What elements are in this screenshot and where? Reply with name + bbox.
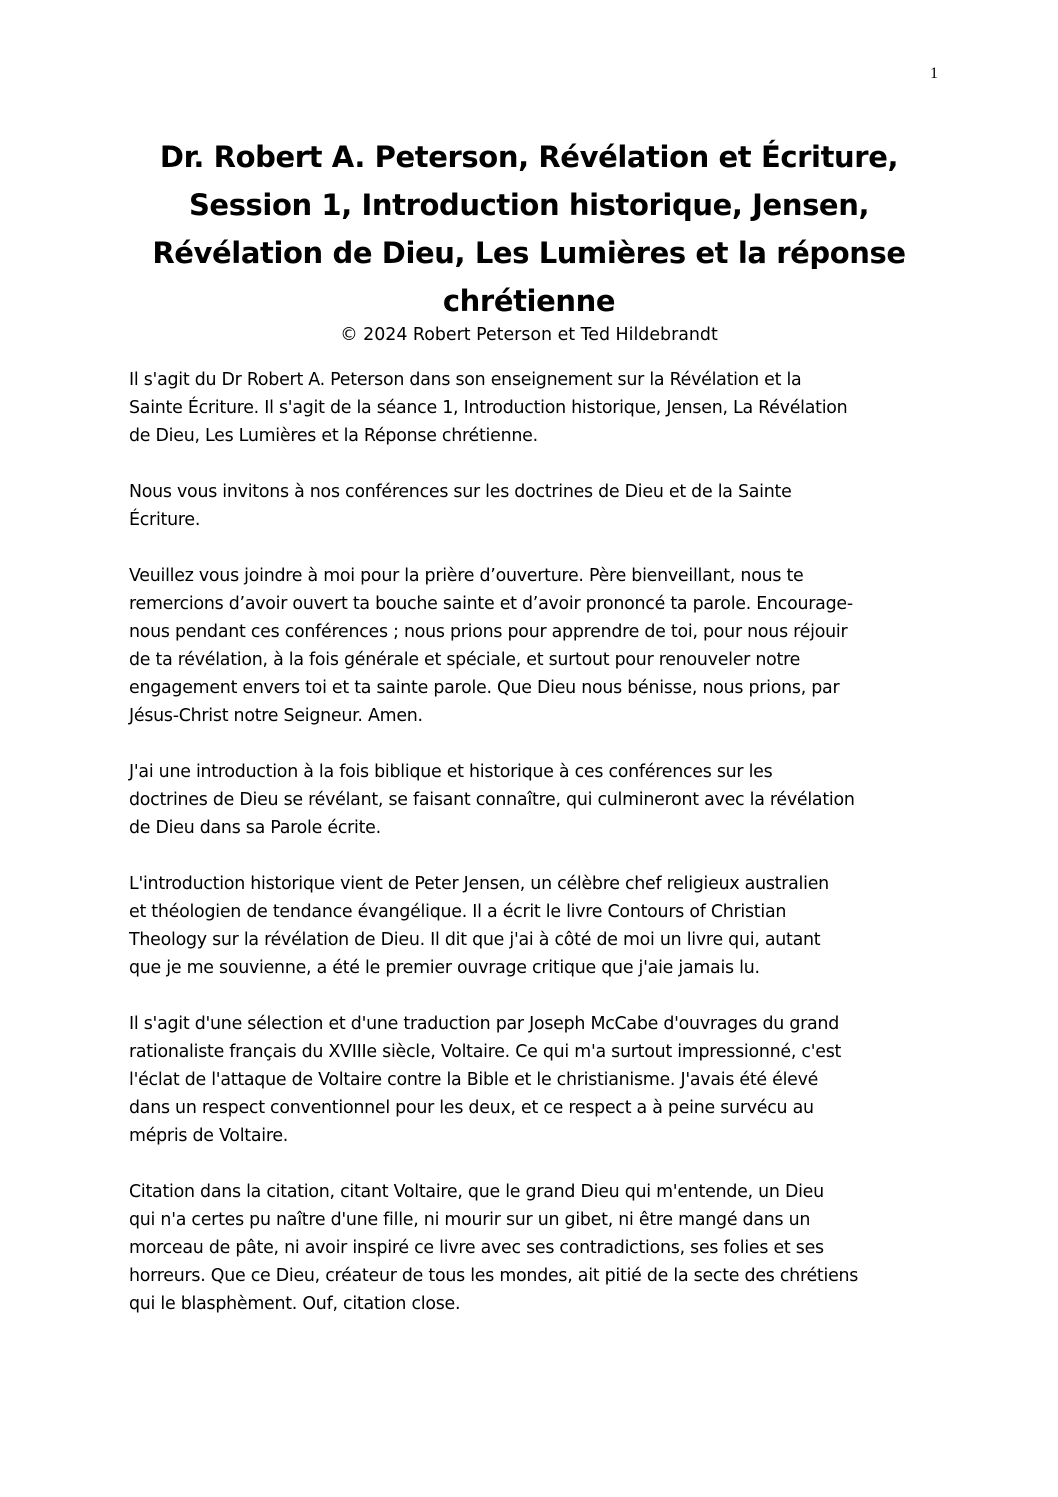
paragraph: Nous vous invitons à nos conférences sur les doctrines de Dieu et de la Sainte Écriture. xyxy=(129,482,792,530)
document-title: Dr. Robert A. Peterson, Révélation et Écriture, Session 1, Introduction historique, Jensen, Révélation de Dieu, Les Lumières et la réponse chrétienne xyxy=(152,140,906,318)
document-body xyxy=(129,366,937,1346)
paragraph: J'ai une introduction à la fois biblique et historique à ces conférences sur les doctrines de Dieu se révélant, se faisant connaître, qui culmineront avec la révélation de Dieu dans sa Parole écrite. xyxy=(129,762,855,838)
page-number: 1 xyxy=(930,65,938,82)
paragraph: Citation dans la citation, citant Voltaire, que le grand Dieu qui m'entende, un Dieu qui n'a certes pu naître d'une fille, ni mourir sur un gibet, ni être mangé dans un morceau de pâte, ni avoir inspiré ce livre avec ses contradictions, ses folies et ses horreurs. Que ce Dieu, créateur de tous les mondes, ait pitié de la secte des chrétiens qui le blasphèment. Ouf, citation close. xyxy=(129,1182,859,1314)
paragraph: L'introduction historique vient de Peter Jensen, un célèbre chef religieux australien et théologien de tendance évangélique. Il a écrit le livre Contours of Christian Theology sur la révélation de Dieu. Il dit que j'ai à côté de moi un livre qui, autant que je me souvienne, a été le premier ouvrage critique que j'aie jamais lu. xyxy=(129,874,829,978)
document-header xyxy=(120,133,938,349)
paragraph: Il s'agit d'une sélection et d'une traduction par Joseph McCabe d'ouvrages du grand rationaliste français du XVIIIe siècle, Voltaire. Ce qui m'a surtout impressionné, c'est l'éclat de l'attaque de Voltaire contre la Bible et le christianisme. J'avais été élevé dans un respect conventionnel pour les deux, et ce respect a à peine survécu au mépris de Voltaire. xyxy=(129,1014,842,1146)
paragraph: Il s'agit du Dr Robert A. Peterson dans son enseignement sur la Révélation et la Sainte Écriture. Il s'agit de la séance 1, Introduction historique, Jensen, La Révélation de Dieu, Les Lumières et la Réponse chrétienne. xyxy=(129,370,848,446)
paragraph: Veuillez vous joindre à moi pour la prière d’ouverture. Père bienveillant, nous te remercions d’avoir ouvert ta bouche sainte et d’avoir prononcé ta parole. Encourage- nous pendant ces conférences ; nous prions pour apprendre de toi, pour nous réjouir de ta révélation, à la fois générale et spéciale, et surtout pour renouveler notre engagement envers toi et ta sainte parole. Que Dieu nous bénisse, nous prions, par Jésus-Christ notre Seigneur. Amen. xyxy=(129,566,853,726)
copyright-line: © 2024 Robert Peterson et Ted Hildebrandt xyxy=(340,325,718,345)
